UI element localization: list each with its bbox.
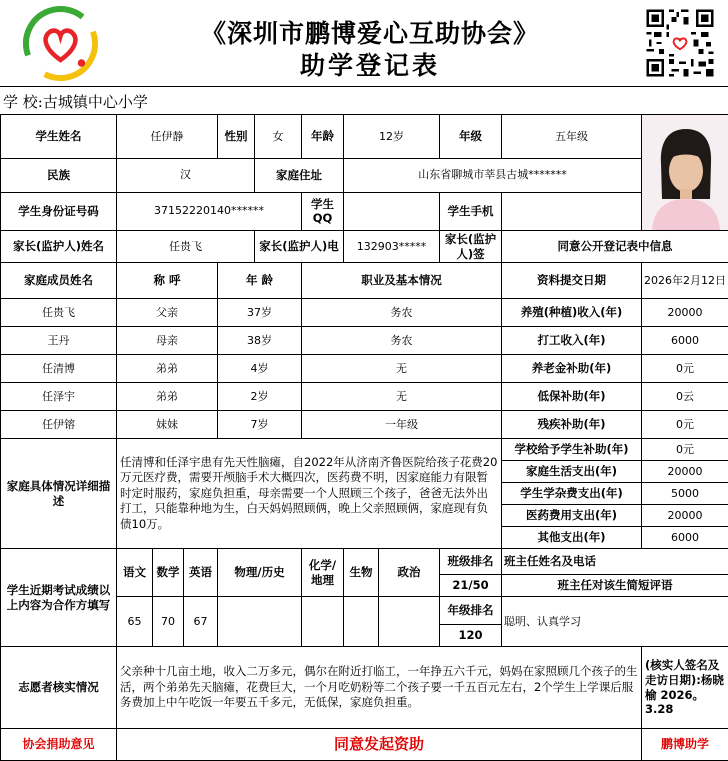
subject-biology: 生物 xyxy=(344,549,379,597)
teacher-comment: 聪明、认真学习 xyxy=(502,597,728,647)
address: 山东省聊城市莘县古城******* xyxy=(344,158,642,192)
members-name-header: 家庭成员姓名 xyxy=(1,263,117,299)
scores-label: 学生近期考试成绩以上内容为合作方填写 xyxy=(1,549,117,647)
grade: 五年级 xyxy=(502,115,642,159)
member-job: 务农 xyxy=(302,299,502,327)
age-label: 年龄 xyxy=(302,115,344,159)
class-rank: 21/50 xyxy=(440,575,502,597)
family-description: 任清博和任泽宇患有先天性脑瘫，自2022年从济南齐鲁医院给孩子花费20万元医疗费，需要开颅脑手术大概四次，医药费不明，因家庭能力有限暂时定时服药，家庭负担重，母亲需要一个人照顾三个孩子，爸爸无法外出打工，只能靠种地为生，白天妈妈照顾俩，晚上父亲照顾俩，家庭现有负债10万。 xyxy=(117,439,502,549)
member-relation: 父亲 xyxy=(117,299,218,327)
qr-code-icon xyxy=(640,7,720,79)
guardian-tel: 132903***** xyxy=(344,231,440,263)
heart-logo-icon xyxy=(23,6,98,81)
table-row xyxy=(1,299,728,327)
subject-math: 数学 xyxy=(153,549,184,597)
ethnicity: 汉 xyxy=(117,158,255,192)
member-name: 任贵飞 xyxy=(1,299,117,327)
age: 12岁 xyxy=(344,115,440,159)
expense-value: 0元 xyxy=(642,439,728,461)
expense-value: 6000 xyxy=(642,527,728,549)
footer-decision: 同意发起资助 xyxy=(117,729,642,761)
submit-date: 2026年2月12日 xyxy=(642,263,728,299)
student-photo-icon xyxy=(642,115,728,230)
member-name: 任泽宇 xyxy=(1,383,117,411)
page-title: 《深圳市鹏博爱心互助协会》 xyxy=(150,14,590,50)
ethnicity-label: 民族 xyxy=(1,158,117,192)
table-row xyxy=(1,327,728,355)
subject-english: 英语 xyxy=(184,549,218,597)
members-age-header: 年 龄 xyxy=(218,263,302,299)
expense-label: 其他支出(年) xyxy=(502,527,642,549)
score-physics-history xyxy=(218,597,302,647)
grade-rank-label: 年级排名 xyxy=(440,597,502,625)
expense-label: 家庭生活支出(年) xyxy=(502,461,642,483)
score-chinese: 65 xyxy=(117,597,153,647)
phone-label: 学生手机 xyxy=(440,192,502,230)
expense-label: 学生学杂费支出(年) xyxy=(502,483,642,505)
header xyxy=(0,0,728,87)
income-label: 打工收入(年) xyxy=(502,327,642,355)
verify-signer: (核实人签名及走访日期):杨晓榆 2026。3.28 xyxy=(642,647,728,729)
address-label: 家庭住址 xyxy=(255,158,344,192)
guardian-name: 任贵飞 xyxy=(117,231,255,263)
member-relation: 妹妹 xyxy=(117,411,218,439)
income-label: 养殖(种植)收入(年) xyxy=(502,299,642,327)
submit-date-label: 资料提交日期 xyxy=(502,263,642,299)
table-row xyxy=(1,355,728,383)
verify-text: 父亲种十几亩土地，收入二万多元，偶尔在附近打临工，一年挣五六千元，妈妈在家照顾几个孩子的生活，两个弟弟先天脑瘫，花费巨大，一个月吃奶粉等二个孩子要一千五百元左右，2个学生上学课后服务费加上中午吃饭一年要五千多元，无低保，家庭负担重。 xyxy=(117,647,642,729)
score-chemistry-geography xyxy=(302,597,344,647)
consent-text: 同意公开登记表中信息 xyxy=(502,231,728,263)
subject-physics-history: 物理/历史 xyxy=(218,549,302,597)
student-qq xyxy=(344,192,440,230)
registration-form xyxy=(0,114,728,761)
member-name: 王丹 xyxy=(1,327,117,355)
footer-brand: 鹏博助学 xyxy=(642,729,728,761)
guardian-sign-label: 家长(监护人)签 xyxy=(440,231,502,263)
member-relation: 弟弟 xyxy=(117,383,218,411)
gender-label: 性别 xyxy=(218,115,255,159)
teacher-label: 班主任姓名及电话 xyxy=(502,549,728,575)
expense-label: 医药费用支出(年) xyxy=(502,505,642,527)
subject-chinese: 语文 xyxy=(117,549,153,597)
income-value: 0元 xyxy=(642,355,728,383)
member-age: 37岁 xyxy=(218,299,302,327)
school-name: 学 校:古城镇中心小学 xyxy=(3,91,148,112)
member-job: 一年级 xyxy=(302,411,502,439)
qq-label: 学生QQ xyxy=(302,192,344,230)
subject-chemistry-geography: 化学/地理 xyxy=(302,549,344,597)
verify-label: 志愿者核实情况 xyxy=(1,647,117,729)
expense-value: 20000 xyxy=(642,505,728,527)
member-name: 任清博 xyxy=(1,355,117,383)
student-name: 任伊静 xyxy=(117,115,218,159)
student-name-label: 学生姓名 xyxy=(1,115,117,159)
score-biology xyxy=(344,597,379,647)
income-value: 0元 xyxy=(642,411,728,439)
expense-value: 5000 xyxy=(642,483,728,505)
member-age: 4岁 xyxy=(218,355,302,383)
student-photo xyxy=(642,115,728,231)
student-id: 37152220140****** xyxy=(117,192,302,230)
member-age: 7岁 xyxy=(218,411,302,439)
income-label: 残疾补助(年) xyxy=(502,411,642,439)
score-politics xyxy=(379,597,440,647)
member-job: 无 xyxy=(302,355,502,383)
score-english: 67 xyxy=(184,597,218,647)
members-relation-header: 称 呼 xyxy=(117,263,218,299)
guardian-label: 家长(监护人)姓名 xyxy=(1,231,117,263)
income-value: 6000 xyxy=(642,327,728,355)
family-label: 家庭具体情况详细描述 xyxy=(1,439,117,549)
expense-label: 学校给予学生补助(年) xyxy=(502,439,642,461)
member-age: 38岁 xyxy=(218,327,302,355)
guardian-tel-label: 家长(监护人)电 xyxy=(255,231,344,263)
grade-rank: 120 xyxy=(440,625,502,647)
income-label: 低保补助(年) xyxy=(502,383,642,411)
table-row xyxy=(1,383,728,411)
member-name: 任伊镕 xyxy=(1,411,117,439)
id-label: 学生身份证号码 xyxy=(1,192,117,230)
student-phone xyxy=(502,192,642,230)
comment-label: 班主任对该生简短评语 xyxy=(502,575,728,597)
score-math: 70 xyxy=(153,597,184,647)
member-job: 务农 xyxy=(302,327,502,355)
expense-value: 20000 xyxy=(642,461,728,483)
subject-politics: 政治 xyxy=(379,549,440,597)
grade-label: 年级 xyxy=(440,115,502,159)
members-job-header: 职业及基本情况 xyxy=(302,263,502,299)
footer-label: 协会捐助意见 xyxy=(1,729,117,761)
income-value: 20000 xyxy=(642,299,728,327)
member-relation: 母亲 xyxy=(117,327,218,355)
member-age: 2岁 xyxy=(218,383,302,411)
class-rank-label: 班级排名 xyxy=(440,549,502,575)
income-label: 养老金补助(年) xyxy=(502,355,642,383)
gender: 女 xyxy=(255,115,302,159)
table-row xyxy=(1,411,728,439)
member-job: 无 xyxy=(302,383,502,411)
member-relation: 弟弟 xyxy=(117,355,218,383)
page-subtitle: 助学登记表 xyxy=(150,46,590,82)
income-value: 0云 xyxy=(642,383,728,411)
